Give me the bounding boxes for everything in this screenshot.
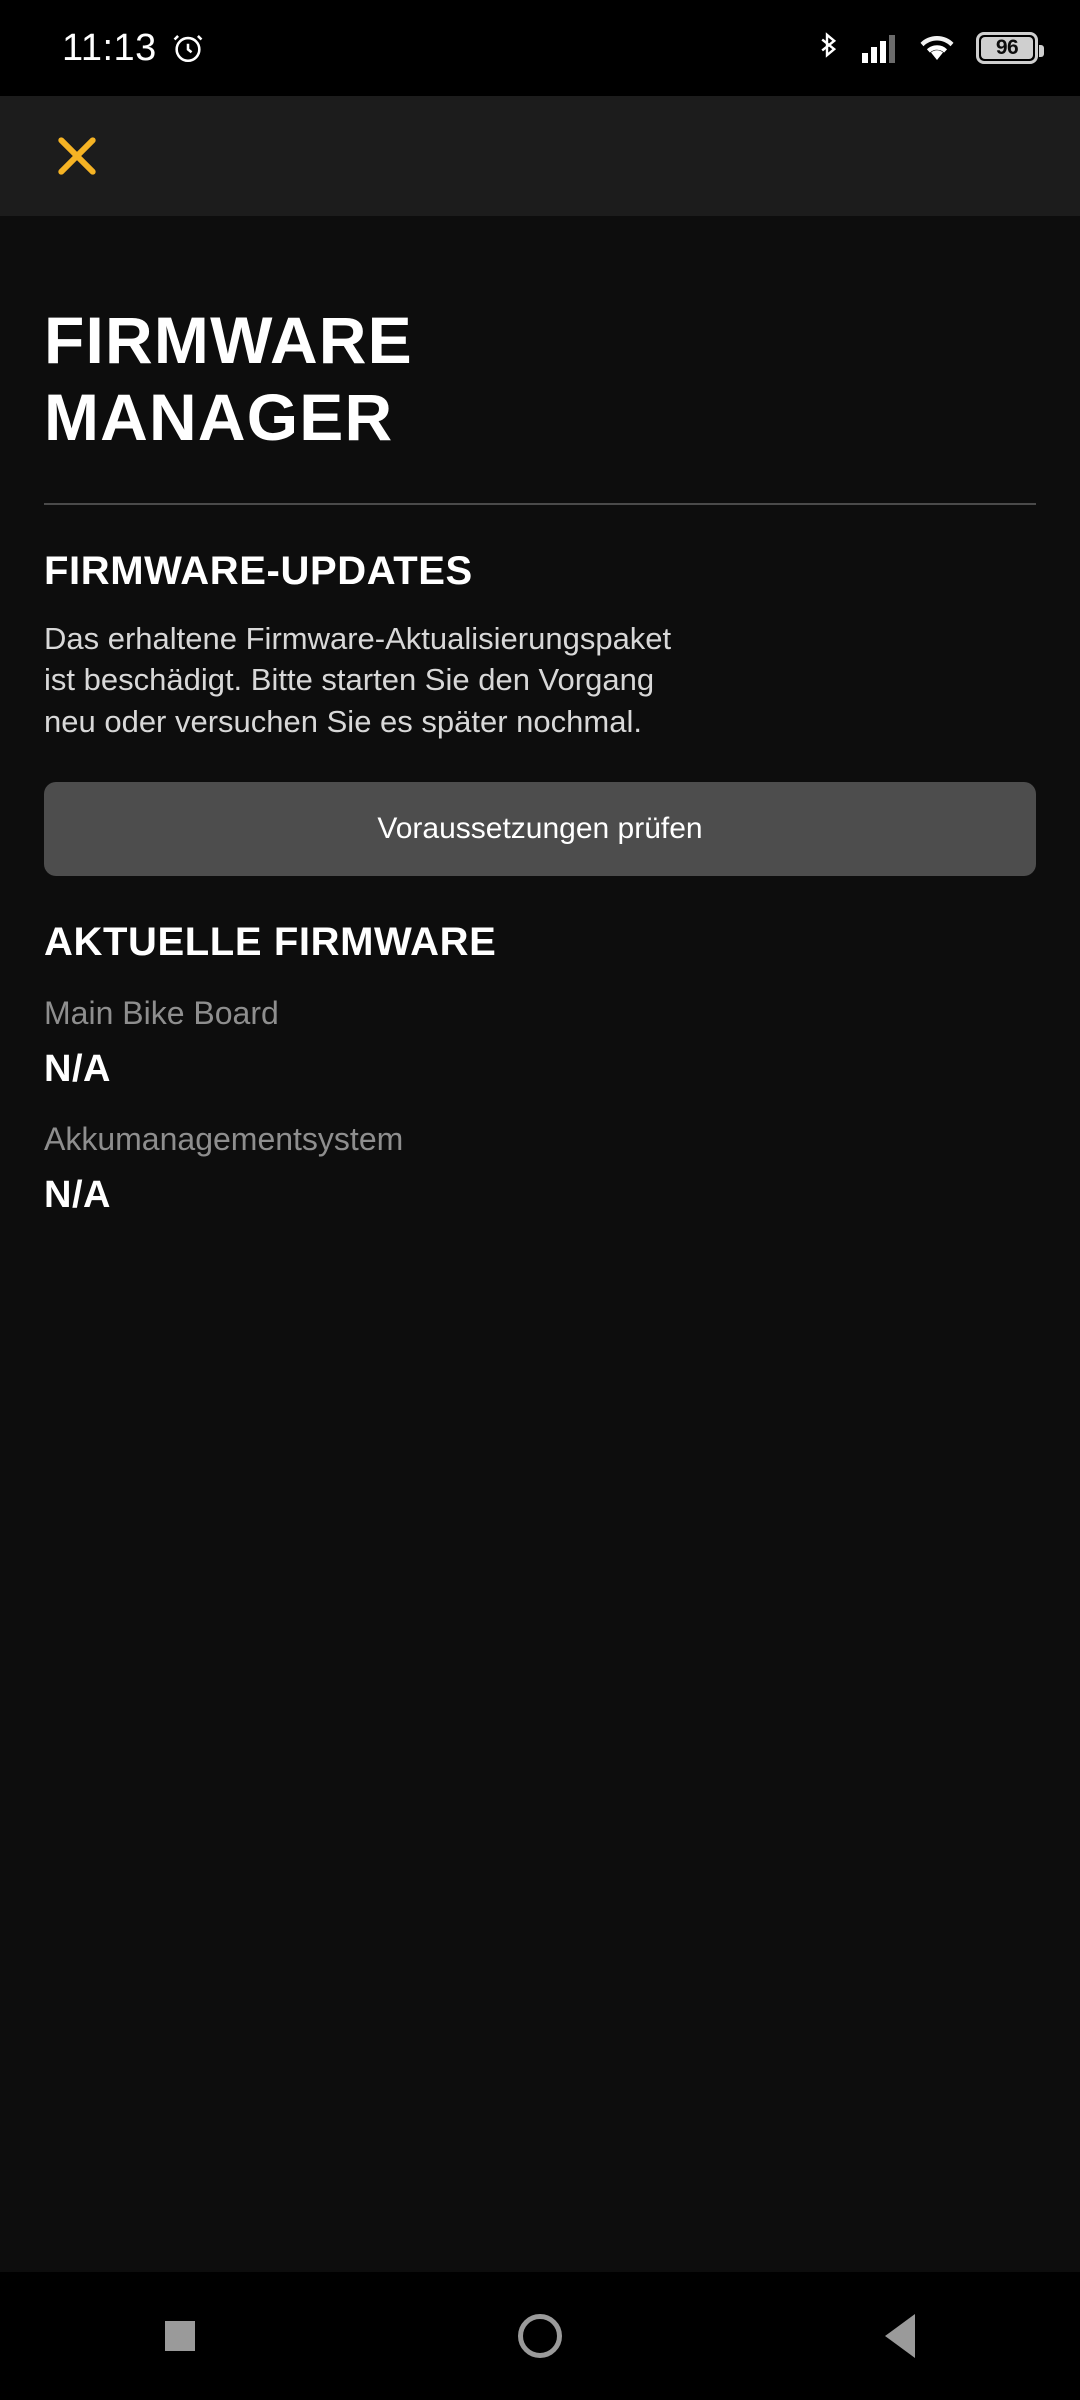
status-bar: [0, 0, 1080, 96]
cellular-signal-icon: [862, 33, 898, 63]
alarm-icon: [171, 31, 205, 65]
close-icon: [50, 129, 104, 183]
page-title: FIRMWARE MANAGER: [44, 303, 413, 454]
main-content: [0, 216, 1080, 2272]
system-navigation-bar: [0, 2272, 1080, 2400]
firmware-item-label: Akkumanagementsystem: [44, 1120, 404, 1157]
firmware-updates-heading: FIRMWARE-UPDATES: [44, 549, 473, 594]
firmware-item-label: Main Bike Board: [44, 994, 279, 1031]
title-divider: [44, 503, 1036, 505]
status-clock: 11:13: [62, 26, 157, 69]
battery-percent: 96: [995, 36, 1019, 59]
bluetooth-icon: [812, 30, 842, 66]
circle-home-icon: [518, 2314, 562, 2358]
check-requirements-button[interactable]: Voraussetzungen prüfen: [44, 782, 1036, 876]
wifi-icon: [918, 33, 956, 63]
home-button[interactable]: [475, 2272, 605, 2400]
triangle-back-icon: [885, 2314, 915, 2358]
firmware-item: [44, 995, 1036, 1091]
square-recents-icon: [165, 2321, 195, 2351]
recents-button[interactable]: [115, 2272, 245, 2400]
battery-icon: [976, 32, 1038, 64]
back-button[interactable]: [835, 2272, 965, 2400]
firmware-item-value: N/A: [44, 1173, 111, 1216]
close-button[interactable]: [40, 119, 114, 193]
firmware-item-value: N/A: [44, 1047, 111, 1090]
app-bar: [0, 96, 1080, 216]
status-bar-left: [62, 27, 205, 70]
firmware-updates-message: Das erhaltene Firmware-Aktualisierungspaket ist beschädigt. Bitte starten Sie den Vorgang neu oder versuchen Sie es später nochmal.: [44, 621, 672, 739]
status-bar-right: [812, 30, 1038, 66]
firmware-item: [44, 1121, 1036, 1217]
current-firmware-heading: AKTUELLE FIRMWARE: [44, 919, 497, 964]
